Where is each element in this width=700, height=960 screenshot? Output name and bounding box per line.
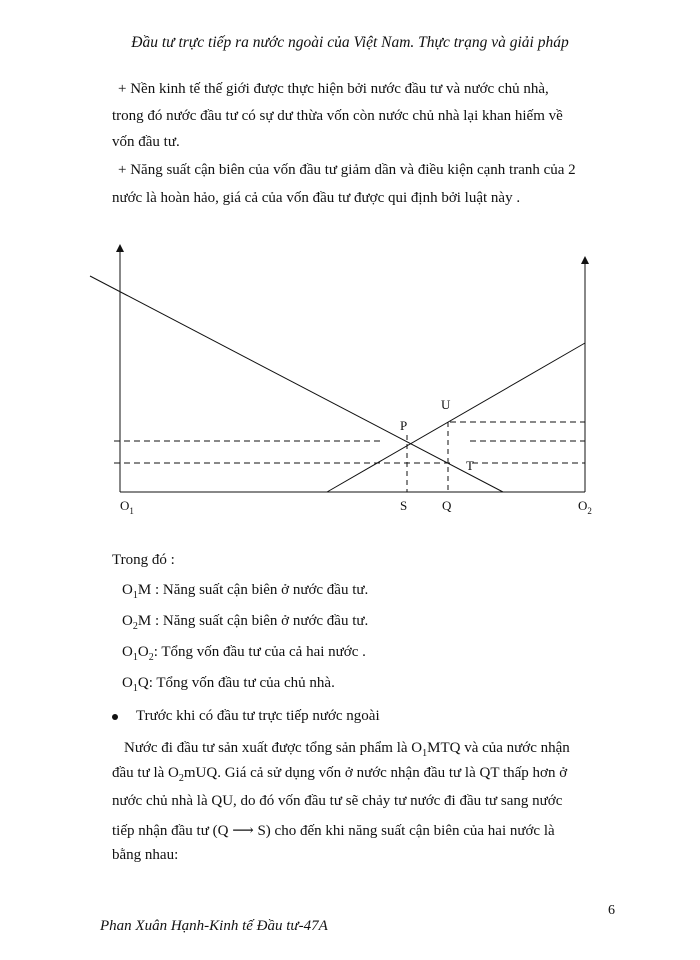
legend-item: $O_1M$ : Năng suất cận biên ở nước đầu tư. (122, 582, 369, 601)
legend-item: $O_1O_2$: Tổng vốn đầu tư của cả hai nước . (122, 644, 366, 663)
label-s: S (400, 498, 408, 513)
body-line: nước chủ nhà là QU, do đó vốn đầu tư sẽ chảy tư nước đi đầu tư sang nước (112, 793, 563, 809)
label-t: T (466, 458, 474, 473)
legend-title: Trong đó : (112, 552, 175, 568)
intro-line: + Nền kinh tế thế giới được thực hiện bởi nước đầu tư và nước chủ nhà, (118, 81, 549, 97)
running-footer: Phan Xuân Hạnh-Kinh tế Đầu tư-47A (100, 918, 328, 934)
bullet-icon (112, 714, 118, 720)
body-line: Nước đi đầu tư sản xuất được tổng sản phẩm là $O_1MTQ$ và của nước nhận (124, 740, 570, 759)
intro-line: vốn đầu tư. (112, 134, 180, 150)
intro-line: trong đó nước đầu tư có sự dư thừa vốn còn nước chủ nhà lại khan hiếm về (112, 108, 563, 124)
body-line: đầu tư là $O_2mUQ$. Giá cả sử dụng vốn ở nước nhận đầu tư là QT thấp hơn ở (112, 765, 568, 784)
label-o1: $O_1$ (120, 498, 134, 516)
body-line: tiếp nhận đầu tư (Q ⟶ S) cho đến khi năng suất cận biên của hai nước là (112, 823, 555, 839)
intro-line: + Năng suất cận biên của vốn đầu tư giảm dần và điều kiện cạnh tranh của 2 (118, 162, 576, 178)
label-q: Q (442, 498, 452, 513)
intro-line: nước là hoàn hảo, giá cả của vốn đầu tư được qui định bởi luật này . (112, 190, 521, 206)
label-p: P (400, 418, 408, 433)
legend-item: $O_2M$ : Năng suất cận biên ở nước đầu tư. (122, 613, 369, 632)
legend-item: $O_1Q$: Tổng vốn đầu tư của chủ nhà. (122, 675, 335, 694)
arrow-icon: ⟶ (232, 823, 254, 839)
label-o2: $O_2$ (578, 498, 592, 516)
series-line-o2m (327, 343, 585, 492)
series-line-o1m (90, 276, 503, 492)
bullet-heading: Trước khi có đầu tư trực tiếp nước ngoài (112, 708, 380, 725)
capital-flow-chart (0, 238, 700, 538)
body-line: bằng nhau: (112, 847, 179, 863)
page-number: 6 (608, 903, 615, 918)
running-header: Đầu tư trực tiếp ra nước ngoài của Việt Nam. Thực trạng và giải pháp (131, 34, 569, 51)
label-u: U (441, 397, 451, 412)
